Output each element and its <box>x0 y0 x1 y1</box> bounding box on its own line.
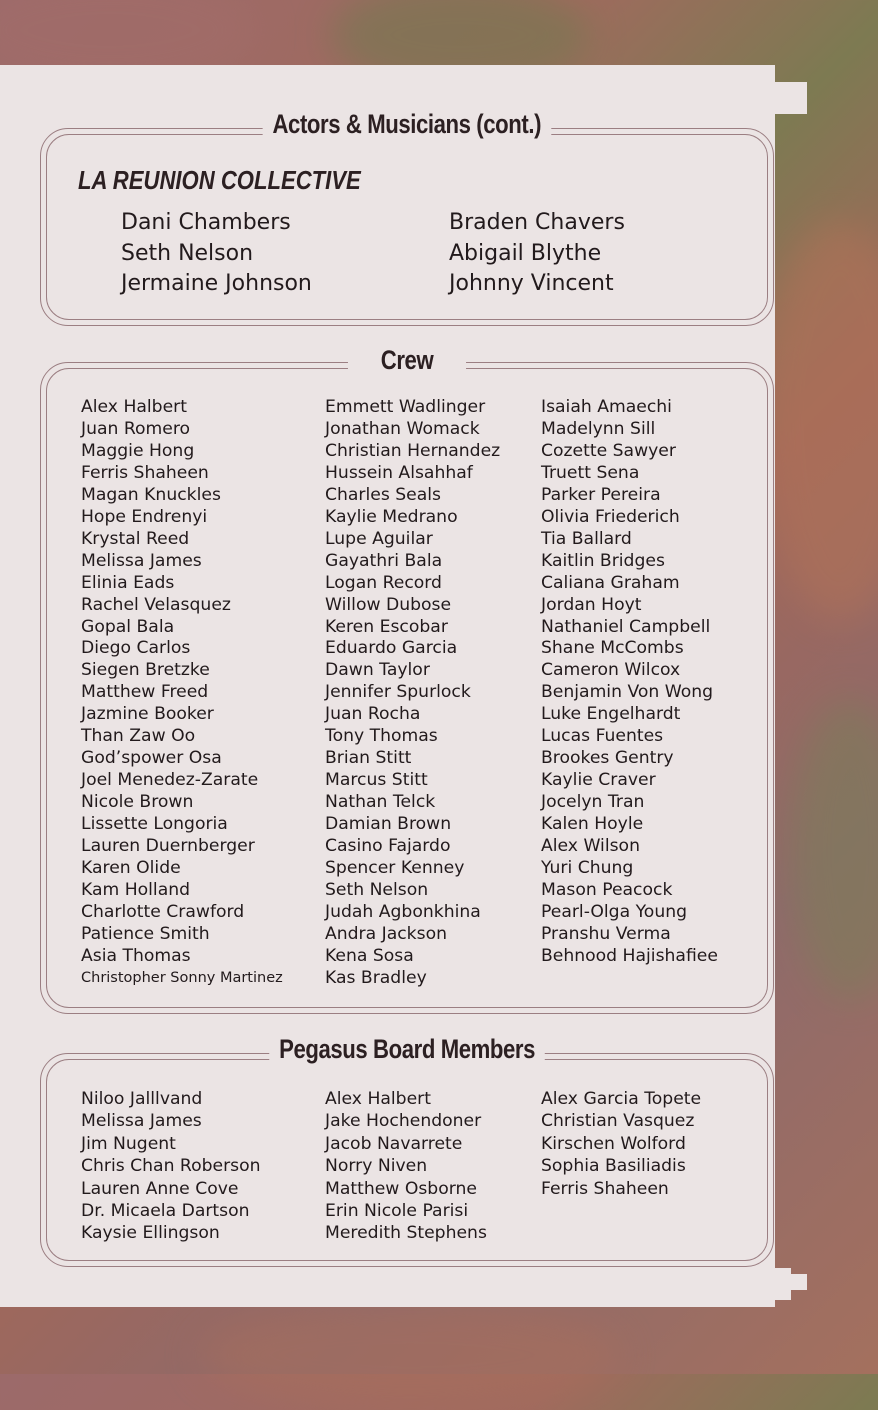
pixel-corner-decoration <box>791 82 807 98</box>
list-item: Brookes Gentry <box>541 748 674 769</box>
list-item: Christian Vasquez <box>541 1111 695 1132</box>
list-item: Judah Agbonkhina <box>325 901 481 922</box>
list-item: Jordan Hoyt <box>541 594 642 615</box>
section-heading <box>41 1034 773 1065</box>
list-item: Shane McCombs <box>541 638 684 659</box>
list-item: Tony Thomas <box>325 726 438 747</box>
list-item: Juan Romero <box>81 418 191 439</box>
list-item: Cameron Wilcox <box>541 660 681 681</box>
list-item: Lissette Longoria <box>81 814 228 835</box>
actors-musicians-title: Actors & Musicians (cont.) <box>263 109 551 140</box>
list-item: Christian Hernandez <box>325 440 501 461</box>
pixel-corner-decoration <box>775 1284 791 1300</box>
list-item: Madelynn Sill <box>541 418 656 439</box>
board-list-column-3 <box>541 1088 701 1200</box>
list-item: Brian Stitt <box>325 748 412 769</box>
list-item: Matthew Osborne <box>325 1178 477 1199</box>
actors-list-column-1 <box>121 208 312 300</box>
list-item: Jennifer Spurlock <box>325 682 471 703</box>
list-item: Johnny Vincent <box>449 271 614 297</box>
list-item: Truett Sena <box>541 462 640 483</box>
list-item: Willow Dubose <box>325 594 452 615</box>
list-item: Kaylie Medrano <box>325 506 458 527</box>
list-item: Tia Ballard <box>541 528 632 549</box>
list-item: Logan Record <box>325 572 442 593</box>
background-texture <box>200 1300 620 1410</box>
actors-list-column-2 <box>449 208 625 300</box>
list-item: Magan Knuckles <box>81 484 221 505</box>
list-item: Chris Chan Roberson <box>81 1156 261 1177</box>
list-item: Marcus Stitt <box>325 770 428 791</box>
background-texture <box>790 700 878 1000</box>
list-item: Kam Holland <box>81 879 191 900</box>
list-item: Norry Niven <box>325 1156 428 1177</box>
list-item: Meredith Stephens <box>325 1223 487 1244</box>
list-item: Hope Endrenyi <box>81 506 208 527</box>
list-item: Caliana Graham <box>541 572 680 593</box>
list-item: Emmett Wadlinger <box>325 397 486 417</box>
list-item: Melissa James <box>81 1111 202 1132</box>
board-list-column-1 <box>81 1088 261 1245</box>
list-item: Joel Menedez-Zarate <box>81 770 259 791</box>
list-item: Matthew Freed <box>81 682 209 703</box>
group-name: LA REUNION COLLECTIVE <box>78 165 361 195</box>
list-item: Behnood Hajishafiee <box>541 945 718 966</box>
list-item: Juan Rocha <box>325 704 421 725</box>
crew-list-column-3 <box>541 397 718 968</box>
list-item: Patience Smith <box>81 923 210 944</box>
pixel-corner-decoration <box>775 82 791 98</box>
list-item: Nathan Telck <box>325 792 436 813</box>
list-item: Alex Halbert <box>325 1089 431 1109</box>
list-item: Luke Engelhardt <box>541 704 681 725</box>
list-item: Karen Olide <box>81 858 181 879</box>
list-item: Elinia Eads <box>81 572 175 593</box>
list-item: Niloo Jalllvand <box>81 1089 203 1109</box>
list-item: Damian Brown <box>325 814 452 835</box>
list-item: Dr. Micaela Dartson <box>81 1201 250 1222</box>
list-item: Alex Garcia Topete <box>541 1089 702 1109</box>
list-item: Olivia Friederich <box>541 506 680 527</box>
list-item: Casino Fajardo <box>325 836 451 857</box>
list-item: Yuri Chung <box>541 858 634 879</box>
list-item: Lauren Duernberger <box>81 836 255 857</box>
list-item: Lauren Anne Cove <box>81 1178 239 1199</box>
list-item: Cozette Sawyer <box>541 440 676 461</box>
list-item: Ferris Shaheen <box>541 1178 669 1199</box>
list-item: God’spower Osa <box>81 748 222 769</box>
list-item: Seth Nelson <box>121 240 254 266</box>
list-item: Alex Wilson <box>541 836 640 857</box>
list-item: Keren Escobar <box>325 616 448 637</box>
list-item: Christopher Sonny Martinez <box>81 969 283 986</box>
list-item: Gayathri Bala <box>325 550 443 571</box>
background-texture <box>760 220 878 620</box>
list-item: Kas Bradley <box>325 967 427 988</box>
list-item: Jonathan Womack <box>325 418 480 439</box>
list-item: Pearl-Olga Young <box>541 901 688 922</box>
crew-list-column-1 <box>81 397 283 990</box>
board-list-column-2 <box>325 1088 487 1245</box>
list-item: Melissa James <box>81 550 202 571</box>
crew-title: Crew <box>348 345 466 376</box>
list-item: Kaysie Ellingson <box>81 1223 220 1244</box>
crew-list-column-2 <box>325 397 500 990</box>
list-item: Dani Chambers <box>121 210 291 235</box>
list-item: Charles Seals <box>325 484 442 505</box>
list-item: Dawn Taylor <box>325 660 430 681</box>
list-item: Kaitlin Bridges <box>541 550 665 571</box>
list-item: Alex Halbert <box>81 397 187 417</box>
list-item: Jake Hochendoner <box>325 1111 482 1132</box>
list-item: Jocelyn Tran <box>541 792 645 813</box>
list-item: Krystal Reed <box>81 528 190 549</box>
list-item: Spencer Kenney <box>325 858 465 879</box>
list-item: Benjamin Von Wong <box>541 682 714 703</box>
list-item: Eduardo Garcia <box>325 638 458 659</box>
list-item: Diego Carlos <box>81 638 191 659</box>
list-item: Asia Thomas <box>81 945 191 966</box>
list-item: Erin Nicole Parisi <box>325 1201 469 1222</box>
list-item: Parker Pereira <box>541 484 661 505</box>
list-item: Seth Nelson <box>325 879 429 900</box>
list-item: Kaylie Craver <box>541 770 656 791</box>
list-item: Kalen Hoyle <box>541 814 644 835</box>
list-item: Siegen Bretzke <box>81 660 210 681</box>
list-item: Lupe Aguilar <box>325 528 433 549</box>
pixel-corner-decoration <box>775 98 807 114</box>
list-item: Mason Peacock <box>541 879 673 900</box>
list-item: Maggie Hong <box>81 440 195 461</box>
list-item: Jazmine Booker <box>81 704 214 725</box>
list-item: Pranshu Verma <box>541 923 671 944</box>
list-item: Nathaniel Campbell <box>541 616 711 637</box>
list-item: Gopal Bala <box>81 616 175 637</box>
list-item: Jermaine Johnson <box>121 271 312 297</box>
section-heading <box>41 109 773 140</box>
list-item: Rachel Velasquez <box>81 594 231 615</box>
list-item: Kirschen Wolford <box>541 1133 686 1154</box>
list-item: Nicole Brown <box>81 792 194 813</box>
list-item: Jim Nugent <box>81 1133 176 1154</box>
list-item: Lucas Fuentes <box>541 726 664 747</box>
list-item: Abigail Blythe <box>449 240 602 266</box>
list-item: Andra Jackson <box>325 923 447 944</box>
list-item: Isaiah Amaechi <box>541 397 672 417</box>
section-heading <box>41 345 773 376</box>
list-item: Jacob Navarrete <box>325 1133 463 1154</box>
board-members-title: Pegasus Board Members <box>269 1034 545 1065</box>
list-item: Kena Sosa <box>325 945 414 966</box>
pixel-corner-decoration <box>775 1268 791 1284</box>
list-item: Charlotte Crawford <box>81 901 245 922</box>
pixel-corner-decoration <box>791 1274 807 1290</box>
list-item: Than Zaw Oo <box>81 726 196 747</box>
list-item: Ferris Shaheen <box>81 462 209 483</box>
list-item: Hussein Alsahhaf <box>325 462 473 483</box>
list-item: Sophia Basiliadis <box>541 1156 686 1177</box>
list-item: Braden Chavers <box>449 210 625 235</box>
